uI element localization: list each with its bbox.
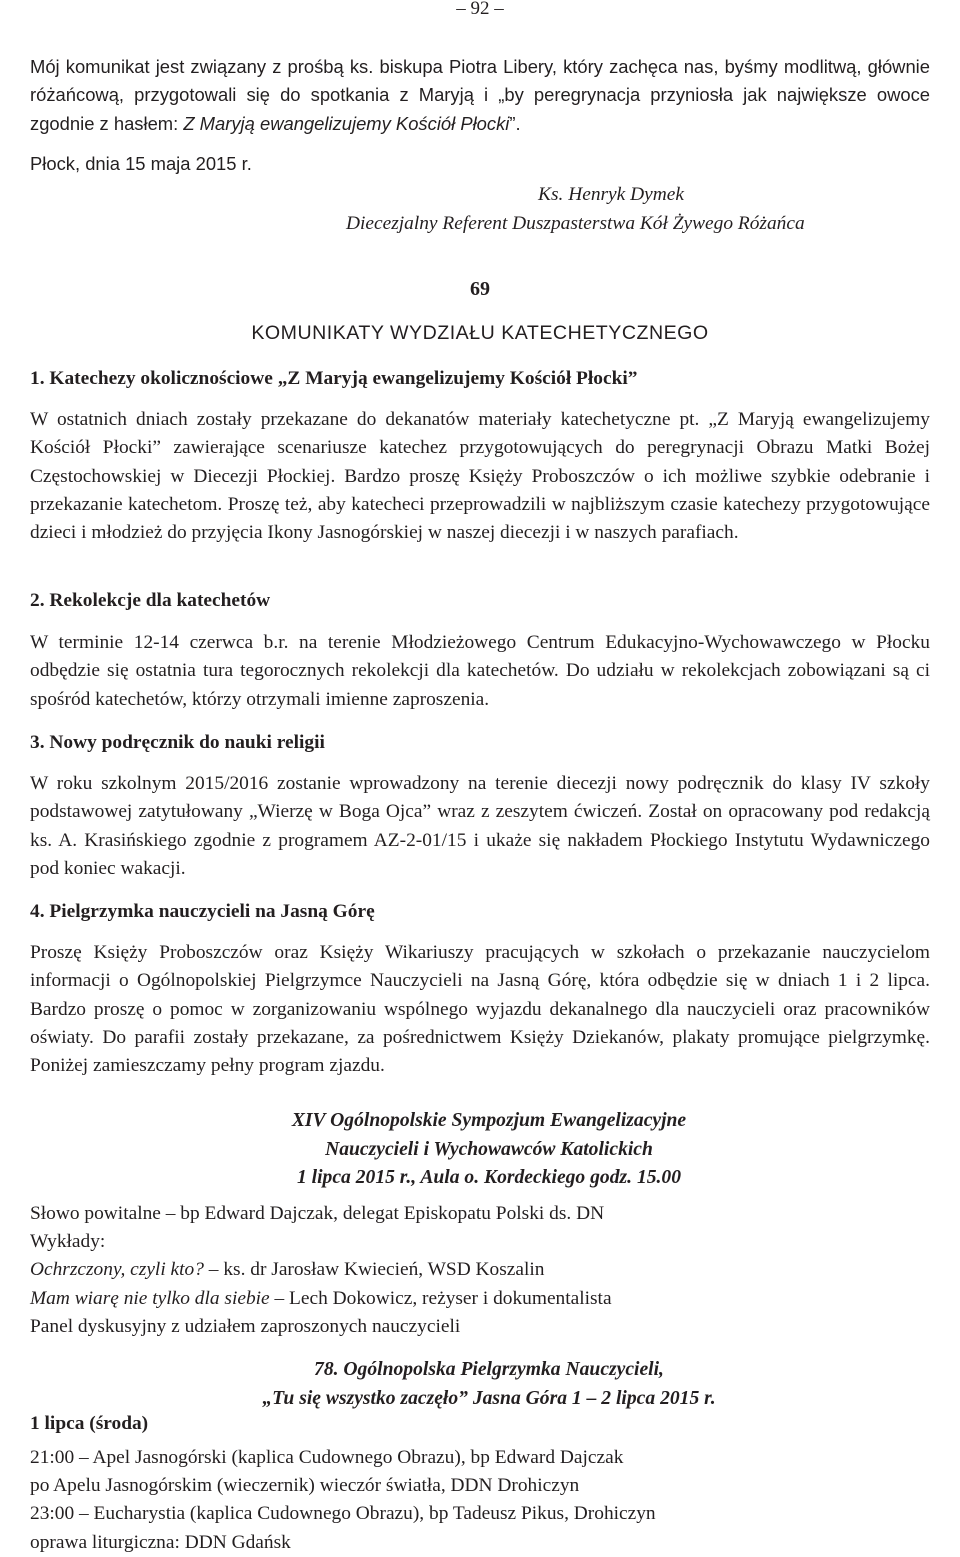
lecture-1-title: Ochrzczony, czyli kto? — [30, 1259, 204, 1281]
symposium-program — [30, 1200, 930, 1341]
schedule-line: 21:00 – Apel Jasnogórski (kaplica Cudownego Obrazu), bp Edward Dajczak — [30, 1447, 624, 1468]
item-4-heading: 4. Pielgrzymka nauczycieli na Jasną Górę — [30, 901, 375, 922]
symposium-lectures-label: Wykłady: — [30, 1231, 106, 1253]
symposium-lecture-1 — [30, 1256, 930, 1284]
item-1-heading: 1. Katechezy okolicznościowe „Z Maryją ewangelizujemy Kościół Płocki” — [30, 368, 638, 389]
section-title: KOMUNIKATY WYDZIAŁU KATECHETYCZNEGO — [251, 322, 709, 344]
item-2-heading: 2. Rekolekcje dla katechetów — [30, 590, 271, 611]
lecture-1-speaker: – ks. dr Jarosław Kwiecień, WSD Koszalin — [203, 1259, 545, 1281]
symposium-title-line-1: XIV Ogólnopolskie Sympozjum Ewangelizacyjne — [291, 1110, 687, 1131]
pilgrimage-title-line-2: „Tu się wszystko zaczęło” Jasna Góra 1 – 2 lipca 2015 r. — [262, 1387, 716, 1409]
intro-end: ”. — [509, 112, 521, 134]
pilgrimage-schedule — [30, 1444, 930, 1557]
symposium-title — [30, 1107, 930, 1193]
schedule-line: 23:00 – Eucharystia (kaplica Cudownego Obrazu), bp Tadeusz Pikus, Drohiczyn — [30, 1503, 656, 1525]
page-number: – 92 – — [456, 0, 504, 19]
item-3-text: W roku szkolnym 2015/2016 zostanie wprowadzony na terenie diecezji nowy podręcznik do klasy IV szkoły podstawowej zatytułowany „Wierzę w Boga Ojca” wraz z zeszytem ćwiczeń. Został on opracowany pod redakcją ks. A. Krasińskiego zgodnie z programem AZ-2-01/15 i ukaże się nakładem Płockiego Instytutu Wydawniczego pod koniec wakacji. — [30, 773, 930, 879]
item-2-text: W terminie 12-14 czerwca b.r. na terenie Młodzieżowego Centrum Edukacyjno-Wychowawczego w Płocku odbędzie się ostatnia tura tegorocznych rekolekcji dla katechetów. Do udziału w rekolekcjach zobowiązani są ci spośród katechetów, którzy otrzymali imienne zaproszenia. — [30, 632, 930, 710]
place-date: Płock, dnia 15 maja 2015 r. — [30, 153, 252, 174]
intro-motto: Z Maryją ewangelizujemy Kościół Płocki — [183, 112, 510, 134]
section-number: 69 — [470, 278, 490, 300]
lecture-2-title: Mam wiarę nie tylko dla siebie — [30, 1287, 270, 1309]
symposium-lecture-2 — [30, 1285, 930, 1313]
signature-name: Ks. Henryk Dymek — [538, 184, 684, 205]
item-1-text: W ostatnich dniach zostały przekazane do dekanatów materiały katechetyczne pt. „Z Maryją ewangelizujemy Kościół Płocki” zawierające scenariusze katechez przygotowujących do peregrynacji Obrazu Matki Bożej Częstochowskiej w Diecezji Płockiej. Bardzo proszę Księży Proboszczów o ich możliwe szybkie odebranie i przekazanie katechetom. Proszę też, aby katecheci przeprowadzili w najbliższym czasie katechezy przygotowujące dzieci i młodzież do przyjęcia Ikony Jasnogórskiej w naszej diecezji i w naszych parafiach. — [30, 409, 930, 544]
item-4-text: Proszę Księży Proboszczów oraz Księży Wikariuszy pracujących w szkołach o przekazanie nauczycielom informacji o Ogólnopolskiej Pielgrzymce Nauczycieli na Jasną Górę, która odbędzie się w dniach 1 i 2 lipca. Bardzo proszę o pomoc w zorganizowaniu wspólnego wyjazdu dekanalnego dla nauczycieli oraz pracowników oświaty. Do parafii zostały przekazane, za pośrednictwem Księży Dziekanów, plakaty promujące pielgrzymkę. Poniżej zamieszczamy pełny program zjazdu. — [30, 942, 930, 1077]
pilgrimage-day: 1 lipca (środa) — [30, 1413, 149, 1434]
pilgrimage-title — [30, 1356, 930, 1413]
schedule-line: po Apelu Jasnogórskim (wieczernik) wieczór światła, DDN Drohiczyn — [30, 1475, 580, 1497]
lecture-2-speaker: – Lech Dokowicz, reżyser i dokumentalista — [269, 1287, 612, 1309]
item-3-heading: 3. Nowy podręcznik do nauki religii — [30, 732, 325, 753]
intro-paragraph — [30, 53, 930, 138]
schedule-line: oprawa liturgiczna: DDN Gdańsk — [30, 1531, 291, 1553]
symposium-welcome: Słowo powitalne – bp Edward Dajczak, delegat Episkopatu Polski ds. DN — [30, 1203, 605, 1224]
pilgrimage-title-line-1: 78. Ogólnopolska Pielgrzymka Nauczycieli, — [314, 1359, 664, 1380]
symposium-panel: Panel dyskusyjny z udziałem zaproszonych nauczycieli — [30, 1315, 461, 1337]
signature — [346, 180, 906, 238]
signature-title: Diecezjalny Referent Duszpasterstwa Kół Żywego Różańca — [346, 213, 805, 234]
symposium-title-line-2: Nauczycieli i Wychowawców Katolickich — [325, 1138, 653, 1160]
intro-text: Mój komunikat jest związany z prośbą ks. biskupa Piotra Libery, który zachęca nas, byśmy modlitwą, głównie różańcową, przygotowali się do spotkania z Maryją i „by peregrynacja przyniosła jak największe owoce zgodnie z hasłem: — [30, 56, 930, 134]
symposium-title-line-3: 1 lipca 2015 r., Aula o. Kordeckiego godz. 15.00 — [296, 1167, 682, 1188]
